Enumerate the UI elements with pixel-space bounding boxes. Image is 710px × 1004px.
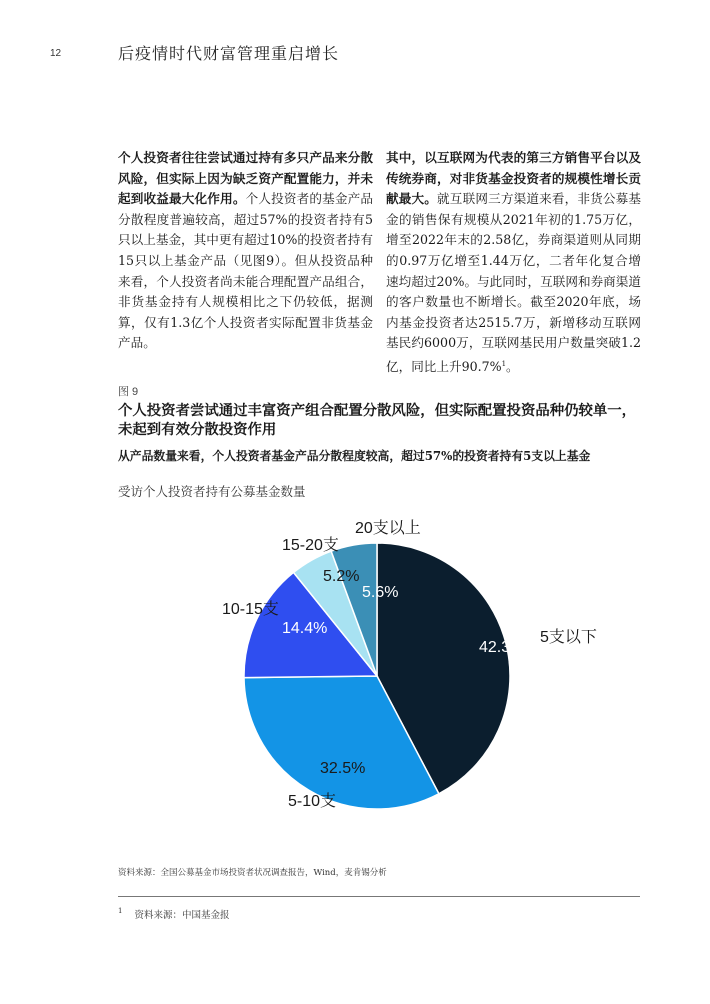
body-right-bold: 其中，以互联网为代表的第三方销售平台以及传统券商，对非货基金投资者的规模性增长贡献最大。 [386,150,641,207]
footnote-divider [118,896,640,897]
category-label-5: 5支以下 [540,629,597,646]
data-label-5: 42.3% [479,639,525,656]
body-right-end: 。 [506,359,519,375]
footnote-ref: 1 [501,359,507,368]
figure-label: 图 9 [118,386,139,398]
category-label-15-20: 15-20支 [282,537,339,554]
body-left-text: 个人投资者的基金产品分散程度普遍较高，超过57%的投资者持有5只以上基金，其中更有超过10%的投资者持有15只以上基金产品（见图9）。但从投资品种来看，个人投资者尚未能合理配置产品组合，非货基金持有人规模相比之下仍较低，据测算，仅有1.3亿个人投资者实际配置非货基金产品。 [118,191,374,351]
category-label-5-10: 5-10支 [288,793,337,810]
data-label-15-20: 5.2% [323,568,360,585]
chart-caption: 受访个人投资者持有公募基金数量 [118,484,306,499]
page-number: 12 [50,48,62,59]
data-label-10-15: 14.4% [282,620,328,637]
data-label-20: 5.6% [362,584,399,601]
data-label-5-10: 32.5% [320,760,366,777]
figure-subtitle: 从产品数量来看，个人投资者基金产品分散程度较高，超过57%的投资者持有5支以上基金 [118,449,591,463]
body-left-bold: 个人投资者往往尝试通过持有多只产品来分散风险，但实际上因为缺乏资产配置能力，并未起到收益最大化作用。 [118,150,373,207]
body-right-text: 就互联网三方渠道来看，非货公募基金的销售保有规模从2021年初的1.75万亿，增至2022年末的2.58亿，券商渠道则从同期的0.97万亿增至1.44万亿，二者年化复合增速均超过20%。与此同时，互联网和券商渠道的客户数量也不断增长。截至2020年底，场内基金投资者达2515.7万，新增移动互联网基民约6000万，互联网基民用户数量突破1.2亿，同比上升90.7% [386,191,642,375]
footnote [118,907,229,921]
source-note: 资料来源：全国公募基金市场投资者状况调查报告，Wind，麦肯锡分析 [118,868,387,878]
figure-title: 个人投资者尝试通过丰富资产组合配置分散风险，但实际配置投资品种仍较单一，未起到有效分散投资作用 [118,402,637,438]
category-label-10-15: 10-15支 [222,601,279,618]
footnote-mark: 1 [118,907,123,915]
category-label-20: 20支以上 [355,520,421,537]
running-title: 后疫情时代财富管理重启增长 [118,44,340,63]
footnote-text: 资料来源：中国基金报 [134,910,230,921]
